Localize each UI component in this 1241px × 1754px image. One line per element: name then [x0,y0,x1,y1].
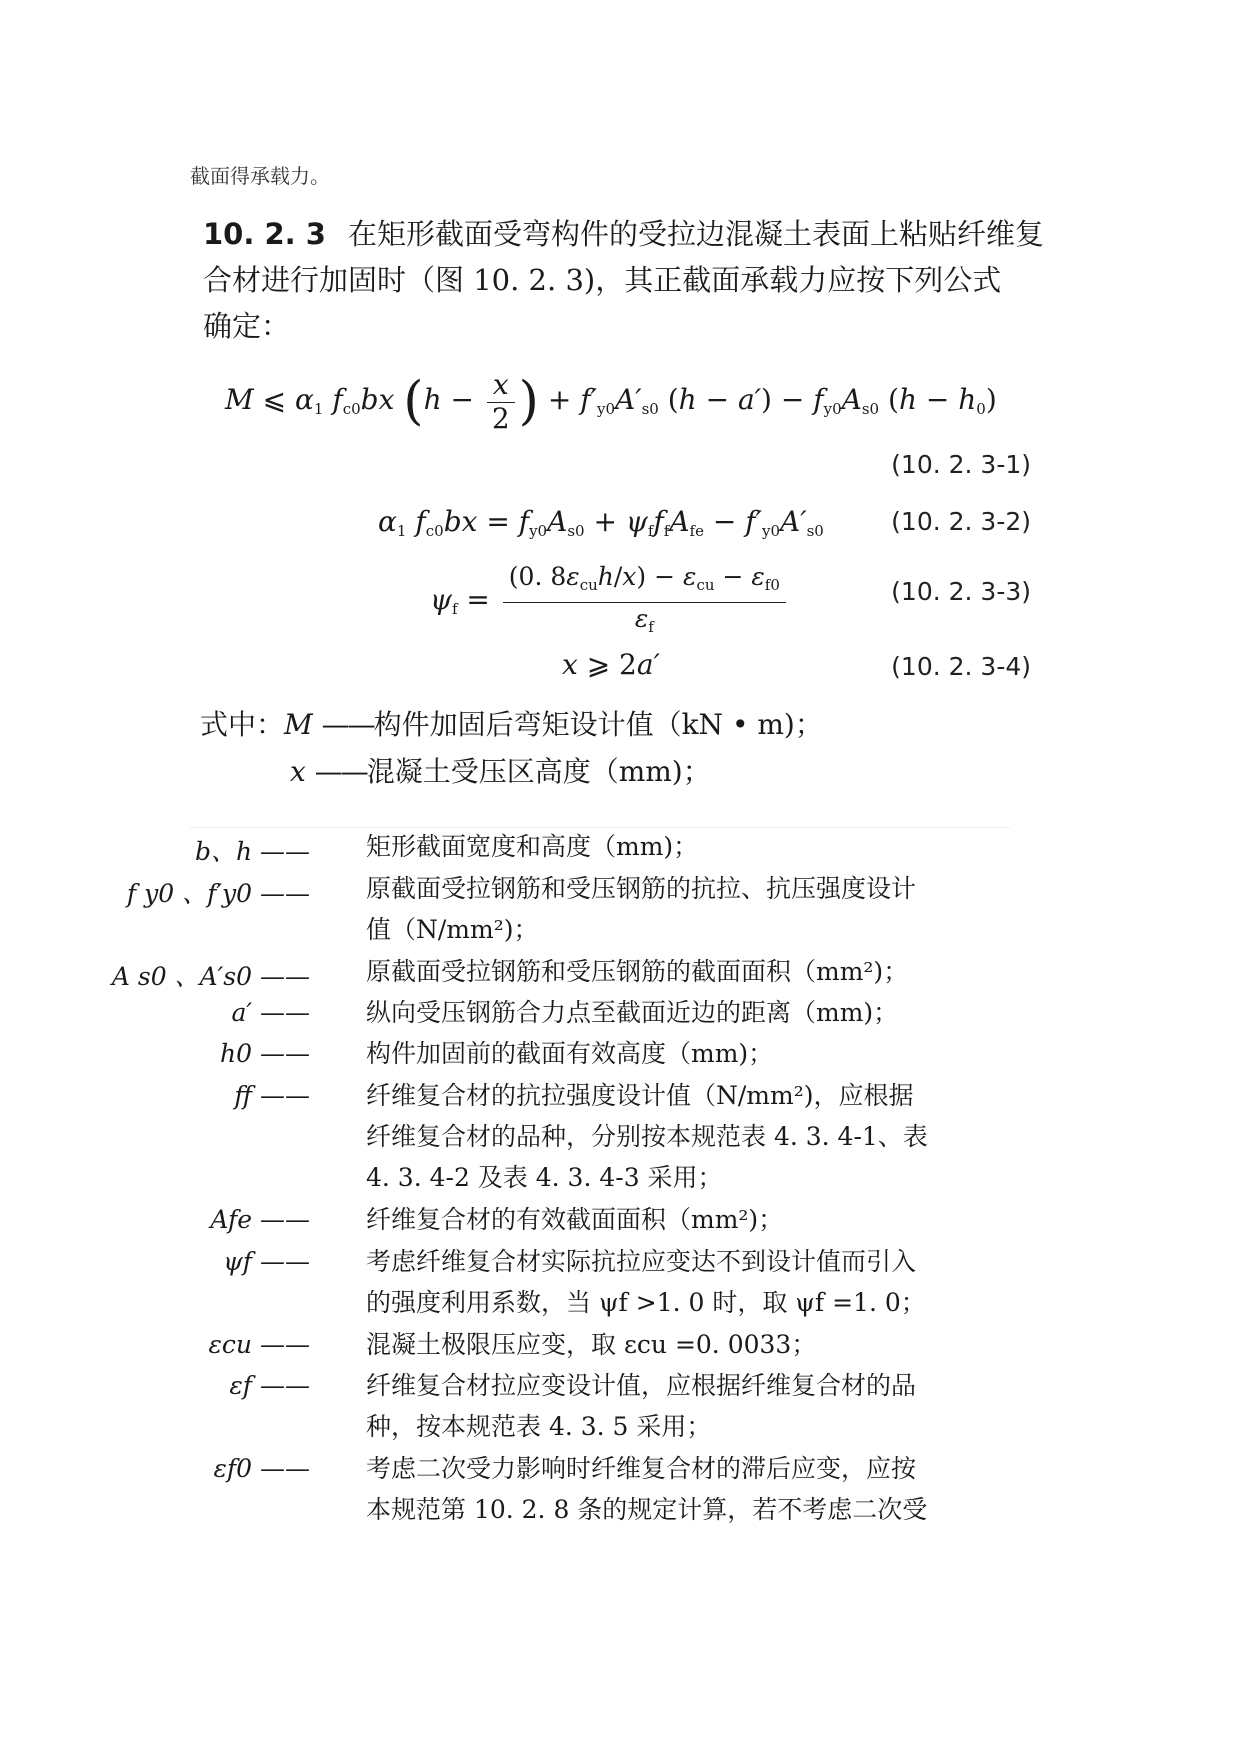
def-symbol-afe: Afe —— [210,1205,310,1234]
def-symbol-psif: ψf —— [223,1247,310,1276]
equation-1-number: (10. 2. 3-1) [891,450,1031,479]
where-row-x [290,750,711,790]
def-text-ef0: 考虑二次受力影响时纤维复合材的滞后应变，应按 本规范第 10. 2. 8 条的规定计算，若不考虑二次受 [366,1454,928,1524]
dash: —— [314,755,367,788]
definition-M: 构件加固后弯矩设计值（kN • m)； [373,708,823,741]
equation-4: x ⩾ 2a′ [562,648,660,681]
where-intro: 式中： [200,708,285,741]
def-text-a: 纵向受压钢筋合力点至截面近边的距离（mm)； [366,998,899,1027]
symbol-x: x [290,755,306,788]
def-symbol-as0: A s0 、A′s0 —— [111,962,310,991]
def-symbol-ecu: εcu —— [208,1330,310,1359]
equation-1: M ⩽ $\alpha_1$ $f_{c0}bx$ (h − $\frac{x}{2}$ ) + $f'_{y0}A'_{s0}$ $(h - a') - f_{y0}A_{s0}$ $(h - h_0)$ [225,368,997,435]
def-text-h0: 构件加固前的截面有效高度（mm)； [366,1039,774,1068]
def-text-ff: 纤维复合材的抗拉强度设计值（N/mm²)，应根据 纤维复合材的品种，分别按本规范表 4. 3. 4-1、表 4. 3. 4-2 及表 4. 3. 4-3 采用； [366,1081,928,1192]
equation-4-number: (10. 2. 3-4) [891,652,1031,681]
clause-line-1 [203,214,1044,254]
def-symbol-b-h: b、h —— [194,837,310,866]
def-text-afe: 纤维复合材的有效截面面积（mm²)； [366,1205,784,1234]
def-symbol-ef0: εf0 —— [213,1454,310,1483]
def-text-psif: 考虑纤维复合材实际抗拉应变达不到设计值而引入 的强度利用系数，当 ψf >1. 0 时，取 ψf =1. 0； [366,1247,926,1317]
equation-3: $\psi_f$ = $\frac{(0. 8\varepsilon_{cu}h/x) - \varepsilon_{cu} - \varepsilon_{f0}}{\varepsilon_f}$ [430,560,790,643]
def-text-ef: 纤维复合材拉应变设计值，应根据纤维复合材的品 种，按本规范表 4. 3. 5 采用； [366,1371,917,1441]
clause-text-1: 在矩形截面受弯构件的受拉边混凝土表面上粘贴纤维复 [347,217,1044,251]
equation-3-number: (10. 2. 3-3) [891,577,1031,606]
clause-line-3: 确定： [203,309,291,343]
symbol-M: M [284,708,313,741]
intro-line: 截面得承载力。 [190,164,330,188]
dash: —— [321,708,374,741]
def-symbol-ef: εf —— [229,1371,310,1400]
clause-number: 10. 2. 3 [203,217,326,251]
equation-2: $\alpha_1$ $f_{c0}bx = f_{y0}A_{s0} + \psi_ff_fA_{fe} - f'_{y0}A'_{s0}$ [378,505,824,540]
clause-line-2: 合材进行加固时（图 10. 2. 3)，其正截面承载力应按下列公式 [203,263,1002,297]
def-symbol-ff: ff —— [234,1081,310,1110]
def-text-fy0: 原截面受拉钢筋和受压钢筋的抗拉、抗压强度设计 值（N/mm²)； [366,874,917,944]
def-text-as0: 原截面受拉钢筋和受压钢筋的截面面积（mm²)； [366,957,909,986]
def-text-ecu: 混凝土极限压应变，取 εcu =0. 0033； [366,1330,817,1359]
def-symbol-fy0: f y0 、f′y0 —— [126,879,310,908]
def-symbol-h0: h0 —— [220,1039,310,1068]
def-symbol-a: a′ —— [231,998,310,1027]
definition-x: 混凝土受压区高度（mm)； [366,755,711,788]
equation-2-number: (10. 2. 3-2) [891,507,1031,536]
def-text-b-h: 矩形截面宽度和高度（mm)； [366,832,699,861]
where-row-M [200,703,823,743]
